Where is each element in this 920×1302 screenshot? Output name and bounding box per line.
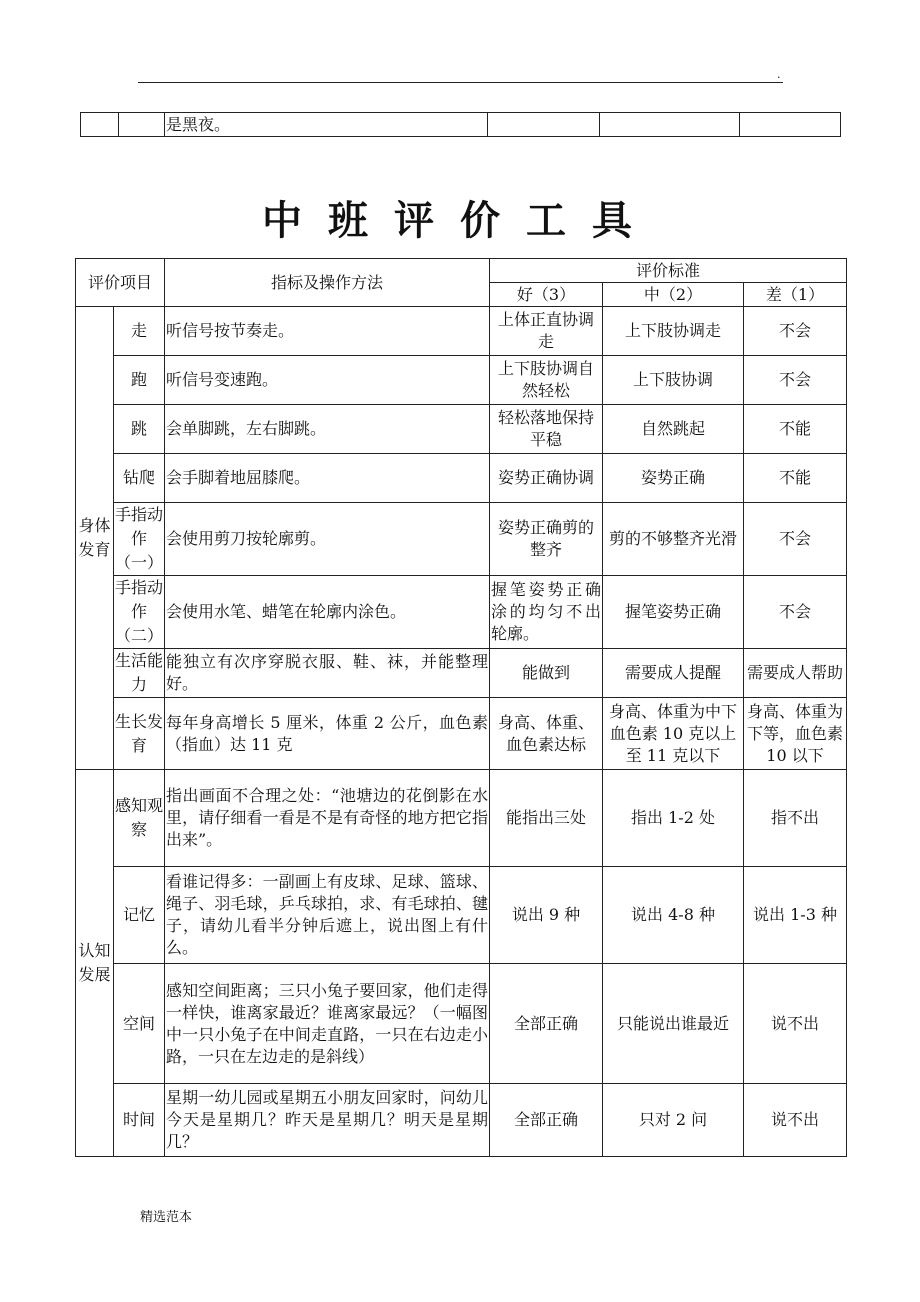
table-row — [76, 1084, 847, 1157]
table-row — [76, 405, 847, 454]
medium-cell: 自然跳起 — [603, 405, 744, 454]
header-rule — [138, 82, 783, 83]
medium-cell: 剪的不够整齐光滑 — [603, 503, 744, 576]
good-cell: 上体正直协调走 — [490, 307, 603, 356]
item-cell: 手指动作（二） — [114, 576, 165, 649]
poor-cell: 说不出 — [744, 1084, 847, 1157]
good-cell: 全部正确 — [490, 964, 603, 1084]
poor-cell: 不会 — [744, 503, 847, 576]
item-cell: 时间 — [114, 1084, 165, 1157]
header-poor: 差（1） — [744, 283, 847, 307]
poor-cell: 不会 — [744, 356, 847, 405]
medium-cell: 身高、体重为中下血色素 10 克以上至 11 克以下 — [603, 698, 744, 770]
item-cell: 手指动作（一） — [114, 503, 165, 576]
table-cell — [740, 113, 841, 137]
item-cell: 生活能力 — [114, 649, 165, 698]
method-cell: 听信号变速跑。 — [165, 356, 490, 405]
header-good: 好（3） — [490, 283, 603, 307]
method-cell: 指出画面不合理之处：“池塘边的花倒影在水里，请仔细看一看是不是有奇怪的地方把它指出来”。 — [165, 770, 490, 867]
poor-cell: 不会 — [744, 307, 847, 356]
table-row — [76, 356, 847, 405]
item-cell: 记忆 — [114, 867, 165, 964]
group-label: 身体发育 — [76, 307, 114, 770]
header-medium: 中（2） — [603, 283, 744, 307]
method-cell: 会单脚跳，左右脚跳。 — [165, 405, 490, 454]
good-cell: 说出 9 种 — [490, 867, 603, 964]
table-row — [76, 503, 847, 576]
poor-cell: 身高、体重为下等，血色素 10 以下 — [744, 698, 847, 770]
medium-cell: 姿势正确 — [603, 454, 744, 503]
table-cell — [488, 113, 600, 137]
table-cell — [600, 113, 740, 137]
footer-text: 精选范本 — [140, 1210, 193, 1225]
header-item: 评价项目 — [76, 259, 165, 307]
good-cell: 全部正确 — [490, 1084, 603, 1157]
item-cell: 跳 — [114, 405, 165, 454]
item-cell: 跑 — [114, 356, 165, 405]
continuation-table — [80, 112, 841, 137]
table-row — [76, 576, 847, 649]
good-cell: 能指出三处 — [490, 770, 603, 867]
table-row — [81, 113, 841, 137]
table-cell — [81, 113, 119, 137]
continuation-text: 是黑夜。 — [165, 113, 488, 137]
method-cell: 每年身高增长 5 厘米，体重 2 公斤，血色素（指血）达 11 克 — [165, 698, 490, 770]
header-standard: 评价标准 — [490, 259, 847, 283]
medium-cell: 需要成人提醒 — [603, 649, 744, 698]
good-cell: 上下肢协调自然轻松 — [490, 356, 603, 405]
table-row — [76, 964, 847, 1084]
good-cell: 姿势正确协调 — [490, 454, 603, 503]
method-cell: 会使用水笔、蜡笔在轮廓内涂色。 — [165, 576, 490, 649]
header-mark: . — [777, 68, 781, 81]
medium-cell: 指出 1-2 处 — [603, 770, 744, 867]
method-cell: 会使用剪刀按轮廓剪。 — [165, 503, 490, 576]
medium-cell: 只对 2 问 — [603, 1084, 744, 1157]
poor-cell: 说不出 — [744, 964, 847, 1084]
good-cell: 能做到 — [490, 649, 603, 698]
header-method: 指标及操作方法 — [165, 259, 490, 307]
method-cell: 星期一幼儿园或星期五小朋友回家时，问幼儿今天是星期几？昨天是星期几？明天是星期几？ — [165, 1084, 490, 1157]
method-cell: 能独立有次序穿脱衣服、鞋、袜，并能整理好。 — [165, 649, 490, 698]
item-cell: 生长发育 — [114, 698, 165, 770]
item-cell: 感知观察 — [114, 770, 165, 867]
poor-cell: 说出 1-3 种 — [744, 867, 847, 964]
method-cell: 感知空间距离；三只小兔子要回家，他们走得一样快，谁离家最近？谁离家最远？（一幅图中一只小兔子在中间走直路，一只在右边走小路，一只在左边走的是斜线） — [165, 964, 490, 1084]
page-title: 中班评价工具 — [262, 197, 658, 244]
group-label: 认知发展 — [76, 770, 114, 1157]
medium-cell: 只能说出谁最近 — [603, 964, 744, 1084]
poor-cell: 不能 — [744, 454, 847, 503]
table-row — [76, 770, 847, 867]
good-cell: 轻松落地保持平稳 — [490, 405, 603, 454]
method-cell: 看谁记得多：一副画上有皮球、足球、篮球、绳子、羽毛球，乒乓球拍，求、有毛球拍、毽子，请幼儿看半分钟后遮上，说出图上有什么。 — [165, 867, 490, 964]
medium-cell: 说出 4-8 种 — [603, 867, 744, 964]
table-row — [76, 454, 847, 503]
evaluation-table — [75, 258, 847, 1157]
item-cell: 走 — [114, 307, 165, 356]
medium-cell: 上下肢协调走 — [603, 307, 744, 356]
table-header-row — [76, 259, 847, 283]
poor-cell: 不会 — [744, 576, 847, 649]
good-cell: 握笔姿势正确涂的均匀不出轮廓。 — [490, 576, 603, 649]
item-cell: 空间 — [114, 964, 165, 1084]
poor-cell: 不能 — [744, 405, 847, 454]
method-cell: 会手脚着地屈膝爬。 — [165, 454, 490, 503]
method-cell: 听信号按节奏走。 — [165, 307, 490, 356]
poor-cell: 需要成人帮助 — [744, 649, 847, 698]
table-row — [76, 698, 847, 770]
medium-cell: 上下肢协调 — [603, 356, 744, 405]
good-cell: 身高、体重、血色素达标 — [490, 698, 603, 770]
table-row — [76, 649, 847, 698]
item-cell: 钻爬 — [114, 454, 165, 503]
good-cell: 姿势正确剪的整齐 — [490, 503, 603, 576]
table-row — [76, 307, 847, 356]
poor-cell: 指不出 — [744, 770, 847, 867]
table-cell — [119, 113, 165, 137]
table-row — [76, 867, 847, 964]
medium-cell: 握笔姿势正确 — [603, 576, 744, 649]
